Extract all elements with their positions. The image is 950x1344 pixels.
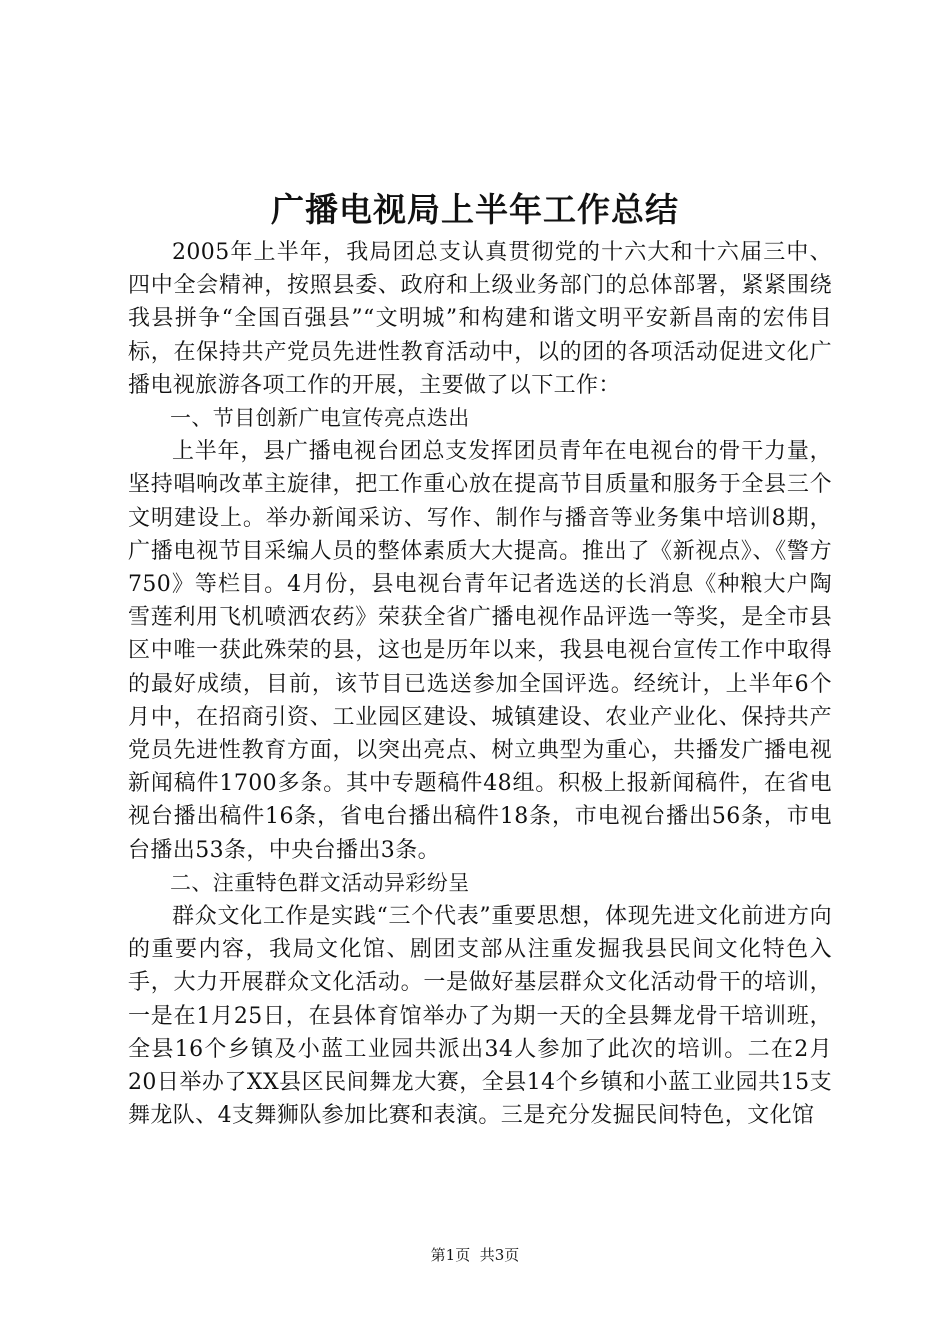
document-title: 广播电视局上半年工作总结: [271, 190, 679, 229]
section-heading-1: 一、节目创新广电宣传亮点迭出: [170, 406, 470, 431]
page-total: 共3页: [479, 1246, 520, 1264]
intro-paragraph: 2005年上半年，我局团总支认真贯彻党的十六大和十六届三中、四中全会精神，按照县委、政府和上级业务部门的总体部署，紧紧围绕我县拼争“全国百强县”“文明城”和构建和谐文明平安新昌南的宏伟目标，在保持共产党员先进性教育活动中，以的团的各项活动促进文化广播电视旅游各项工作的开展，主要做了以下工作：: [128, 240, 832, 398]
page-footer: [0, 1244, 950, 1266]
section-heading-2: 二、注重特色群文活动异彩纷呈: [170, 870, 470, 895]
section-1-paragraph: 上半年，县广播电视台团总支发挥团员青年在电视台的骨干力量，坚持唱响改革主旋律，把工作重心放在提高节目质量和服务于全县三个文明建设上。举办新闻采访、写作、制作与播音等业务集中培训8期，广播电视节目采编人员的整体素质大大提高。推出了《新视点》、《警方750》等栏目。4月份，县电视台青年记者选送的长消息《种粮大户陶雪莲利用飞机喷洒农药》荣获全省广播电视作品评选一等奖，是全市县区中唯一获此殊荣的县，这也是历年以来，我县电视台宣传工作中取得的最好成绩，目前，该节目已选送参加全国评选。经统计，上半年6个月中，在招商引资、工业园区建设、城镇建设、农业产业化、保持共产党员先进性教育方面，以突出亮点、树立典型为重心，共播发广播电视新闻稿件1700多条。其中专题稿件48组。积极上报新闻稿件，在省电视台播出稿件16条，省电台播出稿件18条，市电视台播出56条，市电台播出53条，中央台播出3条。: [128, 439, 832, 863]
page-number: 第1页: [430, 1246, 471, 1264]
section-2-paragraph: 群众文化工作是实践“三个代表”重要思想，体现先进文化前进方向的重要内容，我局文化馆、剧团支部从注重发掘我县民间文化特色入手，大力开展群众文化活动。一是做好基层群众文化活动骨干的培训，一是在1月25日，在县体育馆举办了为期一天的全县舞龙骨干培训班，全县16个乡镇及小蓝工业园共派出34人参加了此次的培训。二在2月20日举办了XX县区民间舞龙大赛，全县14个乡镇和小蓝工业园共15支舞龙队、4支舞狮队参加比赛和表演。三是充分发掘民间特色，文化馆: [128, 904, 832, 1129]
document-body: [128, 236, 832, 1132]
